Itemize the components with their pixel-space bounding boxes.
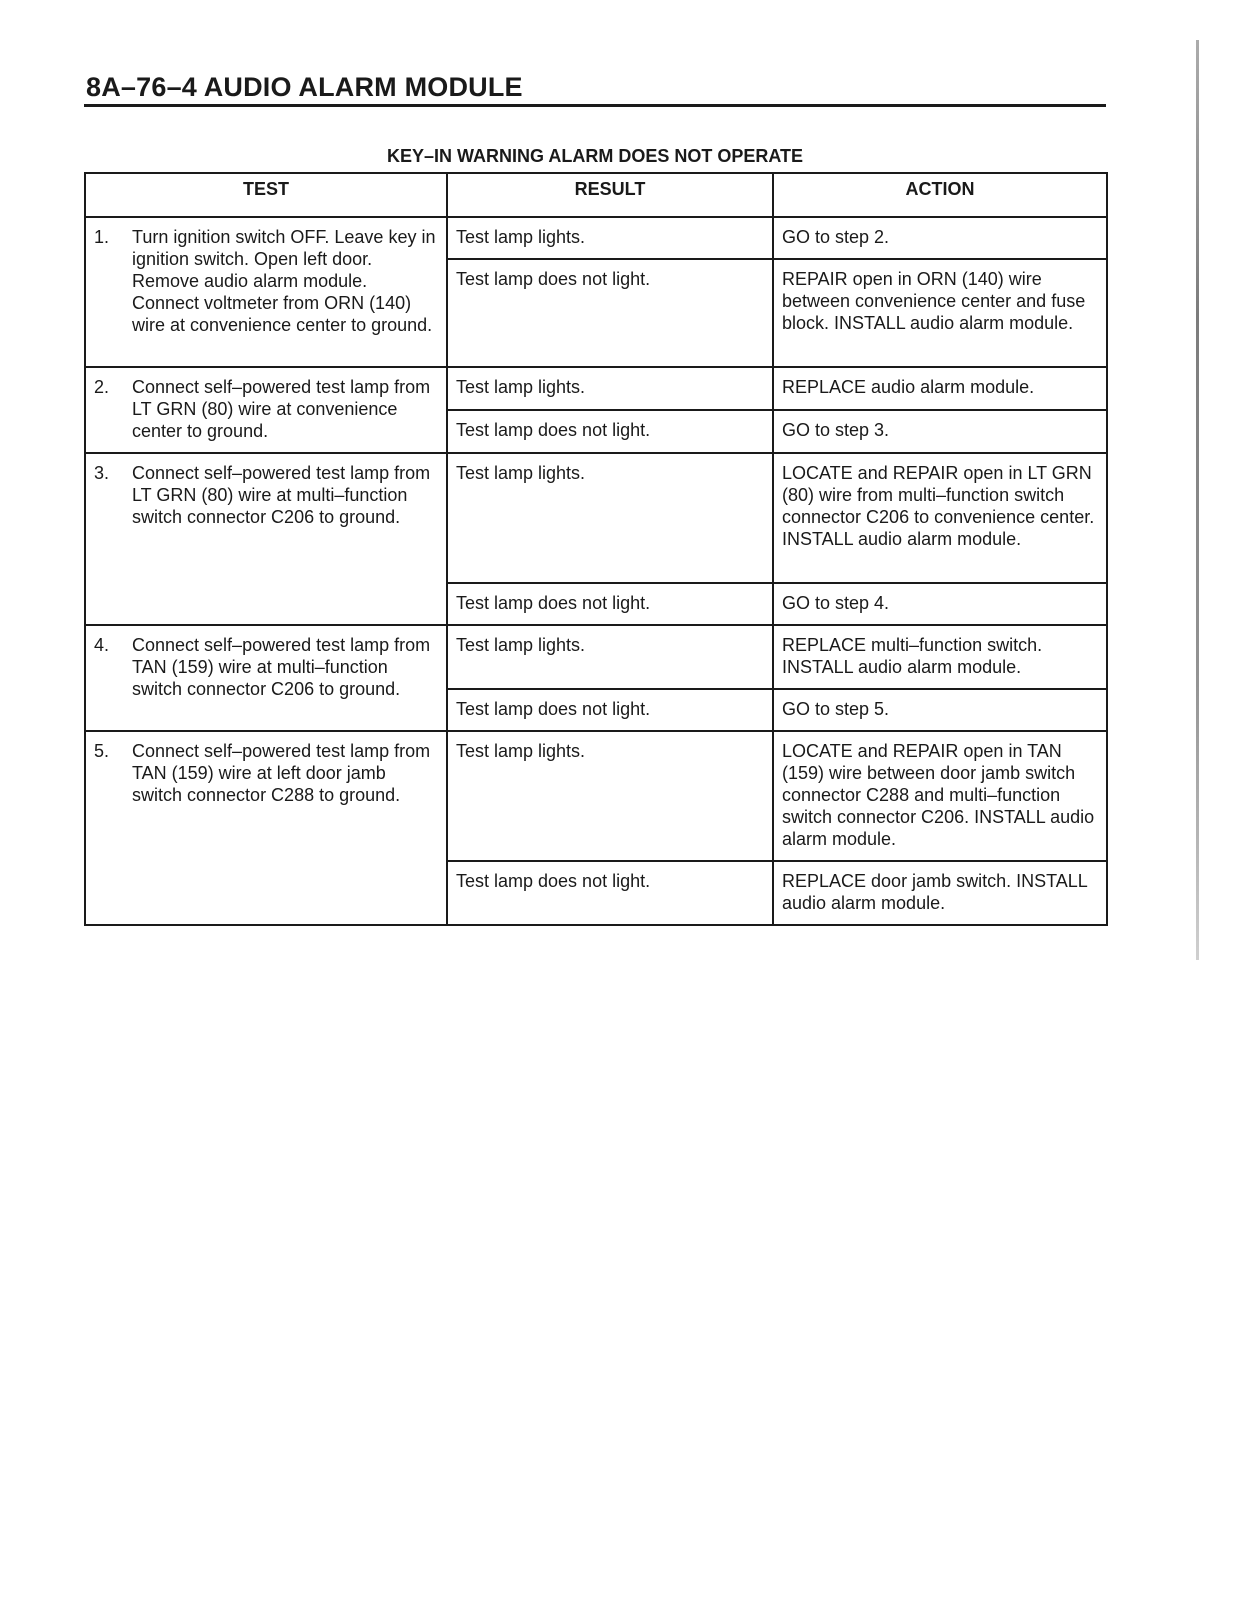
test-text: Turn ignition switch OFF. Leave key in ignition switch. Open left door. Remove audio alarm module. Connect voltmeter from ORN (140) wire at convenience center to ground.: [132, 227, 436, 335]
table-row: [85, 367, 1107, 410]
action-cell: REPAIR open in ORN (140) wire between convenience center and fuse block. INSTALL audio alarm module.: [773, 259, 1107, 367]
step-number: 5.: [94, 741, 110, 761]
step-number: 1.: [94, 227, 110, 247]
table-header-row: [85, 173, 1107, 217]
page-title: 8A–76–4 AUDIO ALARM MODULE: [86, 72, 523, 102]
test-text: Connect self–powered test lamp from TAN (159) wire at left door jamb switch connector C288 to ground.: [132, 741, 431, 805]
page-header: [84, 70, 1106, 107]
step-number: 4.: [94, 635, 110, 655]
table-row: [85, 453, 1107, 583]
action-cell: GO to step 4.: [773, 583, 1107, 625]
action-cell: GO to step 2.: [773, 217, 1107, 259]
result-cell: Test lamp lights.: [447, 453, 773, 583]
test-cell-step-4: [85, 625, 447, 731]
header-action: ACTION: [773, 173, 1107, 217]
table-row: [85, 217, 1107, 259]
action-cell: LOCATE and REPAIR open in TAN (159) wire between door jamb switch connector C288 and multi–function switch connector C206. INSTALL audio alarm module.: [773, 731, 1107, 861]
result-cell: Test lamp lights.: [447, 367, 773, 410]
result-cell: Test lamp lights.: [447, 217, 773, 259]
action-cell: GO to step 5.: [773, 689, 1107, 731]
page-edge-shadow: [1196, 40, 1199, 960]
table-row: [85, 731, 1107, 861]
header-test: TEST: [85, 173, 447, 217]
title-rule: [84, 104, 1106, 107]
test-cell-step-2: [85, 367, 447, 453]
result-cell: Test lamp lights.: [447, 625, 773, 689]
action-cell: REPLACE multi–function switch. INSTALL audio alarm module.: [773, 625, 1107, 689]
action-cell: REPLACE audio alarm module.: [773, 367, 1107, 410]
test-text: Connect self–powered test lamp from LT GRN (80) wire at multi–function switch connector C206 to ground.: [132, 463, 431, 527]
diagnostic-table: [84, 172, 1108, 926]
test-cell-step-5: [85, 731, 447, 925]
action-cell: LOCATE and REPAIR open in LT GRN (80) wire from multi–function switch connector C206 to convenience center. INSTALL audio alarm module.: [773, 453, 1107, 583]
result-cell: Test lamp does not light.: [447, 259, 773, 367]
test-cell-step-3: [85, 453, 447, 625]
action-cell: REPLACE door jamb switch. INSTALL audio alarm module.: [773, 861, 1107, 925]
result-cell: Test lamp lights.: [447, 731, 773, 861]
test-text: Connect self–powered test lamp from TAN (159) wire at multi–function switch connector C206 to ground.: [132, 635, 431, 699]
test-cell-step-1: [85, 217, 447, 367]
header-result: RESULT: [447, 173, 773, 217]
step-number: 2.: [94, 377, 110, 397]
table-row: [85, 625, 1107, 689]
table-caption: KEY–IN WARNING ALARM DOES NOT OPERATE: [386, 146, 804, 166]
result-cell: Test lamp does not light.: [447, 689, 773, 731]
test-text: Connect self–powered test lamp from LT GRN (80) wire at convenience center to ground.: [132, 377, 431, 441]
action-cell: GO to step 3.: [773, 410, 1107, 453]
result-cell: Test lamp does not light.: [447, 583, 773, 625]
result-cell: Test lamp does not light.: [447, 410, 773, 453]
step-number: 3.: [94, 463, 110, 483]
result-cell: Test lamp does not light.: [447, 861, 773, 925]
